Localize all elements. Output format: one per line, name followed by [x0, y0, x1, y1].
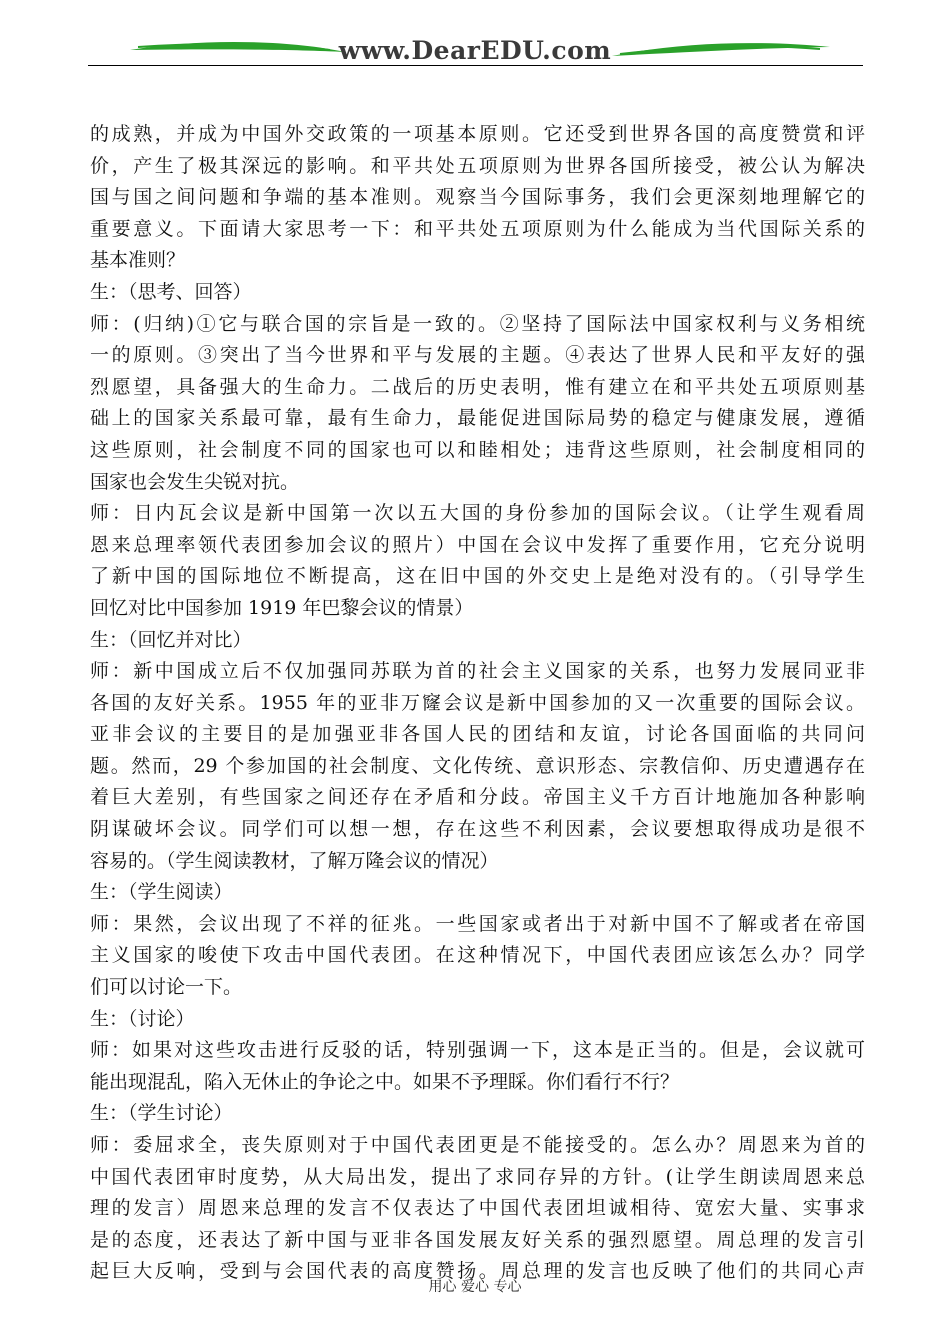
text-line: 师：日内瓦会议是新中国第一次以五大国的身份参加的国际会议。（让学生观看周 [90, 502, 865, 525]
text-line: 恩来总理率领代表团参加会议的照片）中国在会议中发挥了重要作用，它充分说明 [90, 533, 865, 556]
text-line: 师：果然，会议出现了不祥的征兆。一些国家或者出于对新中国不了解或者在帝国 [90, 912, 865, 935]
text-line: 生：（学生讨论） [90, 1102, 233, 1125]
header-divider [88, 65, 863, 66]
text-line: 基本准则？ [90, 249, 186, 272]
text-line: 中国代表团审时度势，从大局出发，提出了求同存异的方针。(让学生朗读周恩来总 [90, 1165, 865, 1188]
text-line: 师：如果对这些攻击进行反驳的话，特别强调一下，这本是正当的。但是，会议就可 [90, 1039, 865, 1062]
text-line: 一的原则。③突出了当今世界和平与发展的主题。④表达了世界人民和平友好的强 [90, 344, 865, 367]
text-line: 起巨大反响，受到与会国代表的高度赞扬。周总理的发言也反映了他们的共同心声 [90, 1260, 865, 1283]
text-line: 亚非会议的主要目的是加强亚非各国人民的团结和友谊，讨论各国面临的共同问 [90, 723, 865, 746]
text-line: 各国的友好关系。1955 年的亚非万窿会议是新中国参加的又一次重要的国际会议。 [90, 691, 865, 714]
text-line: 国家也会发生尖锐对抗。 [90, 470, 300, 493]
text-line: 能出现混乱，陷入无休止的争论之中。如果不予理睬。你们看行不行？ [90, 1070, 680, 1093]
site-brand-logo: www.DearEDU.com [338, 36, 612, 65]
text-line: 烈愿望，具备强大的生命力。二战后的历史表明，惟有建立在和平共处五项原则基 [90, 375, 865, 398]
text-line: 生：（学生阅读） [90, 881, 233, 904]
text-line: 师：新中国成立后不仅加强同苏联为首的社会主义国家的关系，也努力发展同亚非 [90, 660, 865, 683]
text-line: 回忆对比中国参加 1919 年巴黎会议的情景） [90, 596, 474, 619]
text-line: 主义国家的唆使下攻击中国代表团。在这种情况下，中国代表团应该怎么办？同学 [90, 944, 865, 967]
text-line: 价，产生了极其深远的影响。和平共处五项原则为世界各国所接受，被公认为解决 [90, 154, 865, 177]
text-line: 师：(归纳)①它与联合国的宗旨是一致的。②坚持了国际法中国家权利与义务相统 [90, 312, 865, 335]
text-line: 础上的国家关系最可靠，最有生命力，最能促进国际局势的稳定与健康发展，遵循 [90, 407, 865, 430]
text-line: 国与国之间问题和争端的基本准则。观察当今国际事务，我们会更深刻地理解它的 [90, 186, 865, 209]
document-body [90, 119, 865, 1288]
text-line: 的成熟，并成为中国外交政策的一项基本原则。它还受到世界各国的高度赞赏和评 [90, 123, 865, 145]
text-line: 生：（回忆并对比） [90, 628, 252, 651]
text-line: 容易的。（学生阅读教材，了解万隆会议的情况） [90, 849, 499, 872]
text-line: 这些原则，社会制度不同的国家也可以和睦相处；违背这些原则，社会制度相同的 [90, 438, 865, 461]
text-line: 着巨大差别，有些国家之间还存在矛盾和分歧。帝国主义千方百计地施加各种影响 [90, 786, 865, 809]
text-line: 题。然而，29 个参加国的社会制度、文化传统、意识形态、宗教信仰、历史遭遇存在 [90, 754, 865, 777]
text-line: 理的发言）周恩来总理的发言不仅表达了中国代表团坦诚相待、宽宏大量、实事求 [90, 1197, 865, 1220]
page-footer: 用心 爱心 专心 [428, 1279, 522, 1295]
text-line: 师：委屈求全，丧失原则对于中国代表团更是不能接受的。怎么办？周恩来为首的 [90, 1134, 865, 1156]
text-line: 是的态度，还表达了新中国与亚非各国发展友好关系的强烈愿望。周总理的发言引 [90, 1228, 865, 1251]
text-line: 生：（思考、回答） [90, 280, 252, 303]
text-line: 了新中国的国际地位不断提高，这在旧中国的外交史上是绝对没有的。（引导学生 [90, 565, 865, 588]
text-line: 们可以讨论一下。 [90, 976, 243, 999]
text-line: 阴谋破坏会议。同学们可以想一想，存在这些不利因素，会议要想取得成功是很不 [90, 818, 865, 841]
text-line: 重要意义。下面请大家思考一下：和平共处五项原则为什么能成为当代国际关系的 [90, 217, 865, 240]
text-line: 生：（讨论） [90, 1007, 195, 1030]
page-header [0, 0, 950, 80]
